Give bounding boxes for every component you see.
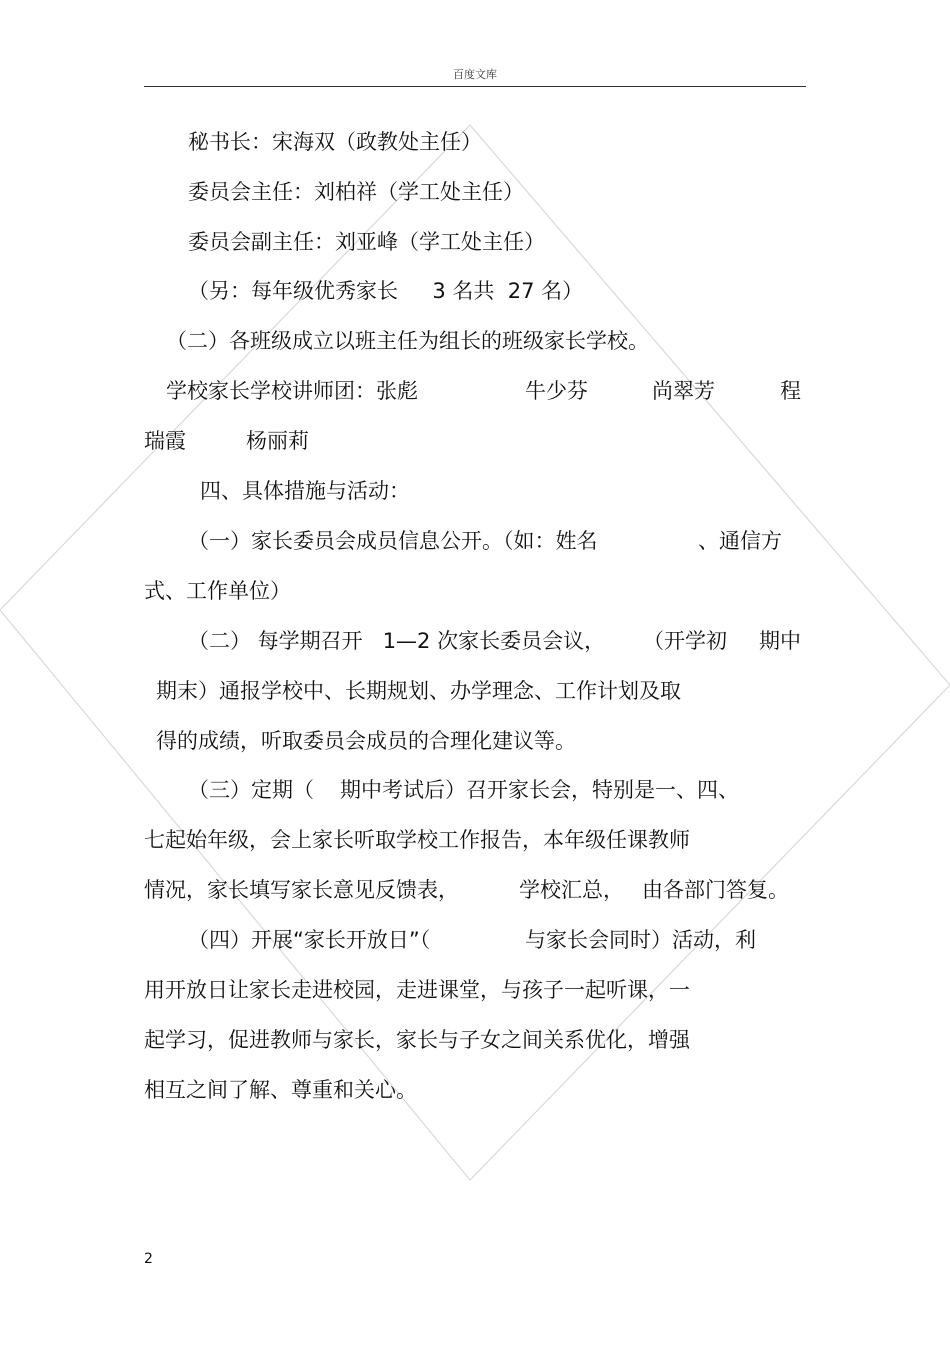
text-line-report-plan: 期末）通报学校中、长期规划、办学理念、工作计划及取 — [156, 679, 681, 703]
text-line-enter-campus: 用开放日让家长走进校园，走进课堂，与孩子一起听课，一 — [144, 978, 690, 1002]
text-line-mid-term: 期中 — [759, 629, 801, 653]
text-line-department-reply: 由各部门答复。 — [642, 878, 789, 902]
text-line-term-start: （开学初 — [643, 629, 727, 653]
text-line-achievements: 得的成绩，听取委员会成员的合理化建议等。 — [156, 729, 576, 753]
page-number: 2 — [144, 1251, 153, 1267]
header-divider — [144, 86, 806, 87]
text-lecturer-name: 尚翠芳 — [652, 379, 715, 403]
text-lecturer-name-start: 程 — [780, 379, 801, 403]
text-line-info-public: （一）家长委员会成员信息公开。（如：姓名 — [188, 529, 598, 553]
document-header: 百度文库 — [453, 68, 497, 81]
text-line-lecturer-team: 学校家长学校讲师团：张彪 — [166, 379, 418, 403]
text-line-open-day: （四）开展“家长开放日”（ — [188, 928, 431, 952]
section-heading-measures: 四、具体措施与活动： — [200, 479, 410, 503]
text-lecturer-name: 杨丽莉 — [246, 429, 309, 453]
text-line-committee-deputy: 委员会副主任：刘亚峰（学工处主任） — [188, 230, 545, 254]
text-line-open-day-cont: 与家长会同时）活动，利 — [525, 928, 756, 952]
text-line-school-summary: 学校汇总， — [519, 878, 624, 902]
text-line-regular-meeting: （三）定期（ — [188, 778, 314, 802]
text-line-committee-meeting: （二） 每学期召开 1—2 次家长委员会议， — [188, 629, 606, 653]
text-lecturer-name-end: 瑞霞 — [144, 429, 186, 453]
text-line-secretary: 秘书长：宋海双（政教处主任） — [188, 130, 482, 154]
text-line-work-report: 七起始年级，会上家长听取学校工作报告，本年级任课教师 — [144, 828, 690, 852]
text-line-feedback-form: 情况，家长填写家长意见反馈表， — [144, 878, 459, 902]
text-line-committee-director: 委员会主任：刘柏祥（学工处主任） — [188, 180, 524, 204]
text-line-after-exam: 期中考试后）召开家长会，特别是一、四、 — [340, 778, 739, 802]
text-line-work-unit: 式、工作单位） — [144, 579, 291, 603]
text-line-parent-quota: （另：每年级优秀家长 3 名共 27 名） — [188, 279, 584, 303]
text-lecturer-name: 牛少芬 — [525, 379, 588, 403]
text-line-learn-together: 起学习，促进教师与家长，家长与子女之间关系优化，增强 — [144, 1028, 690, 1052]
text-line-class-parent-school: （二）各班级成立以班主任为组长的班级家长学校。 — [166, 329, 649, 353]
text-line-mutual-respect: 相互之间了解、尊重和关心。 — [144, 1078, 417, 1102]
text-line-info-public-cont: 、通信方 — [698, 529, 782, 553]
